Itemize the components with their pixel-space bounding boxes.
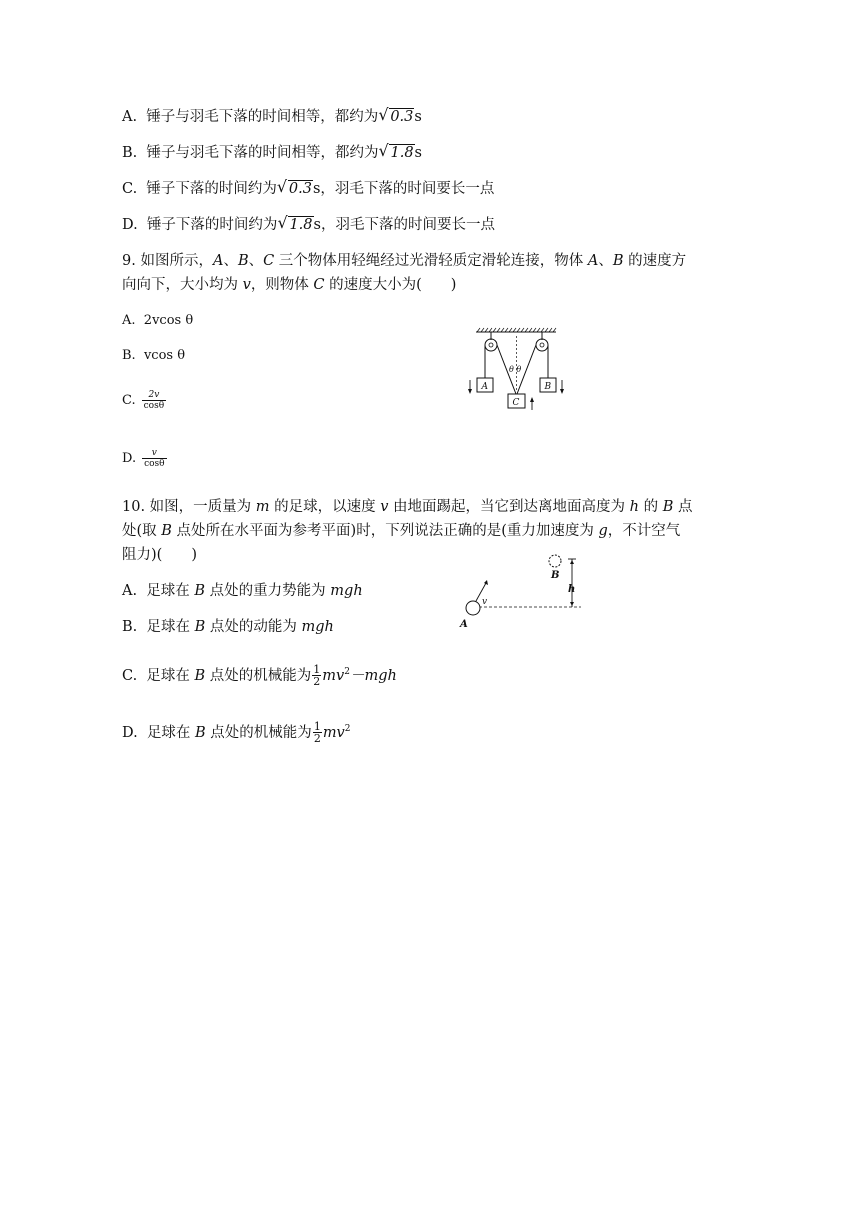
right-pulley <box>536 339 548 351</box>
numerator: 2v <box>142 390 167 401</box>
sqrt-expr <box>378 107 414 127</box>
option-text: 点处的机械能为 <box>205 724 312 741</box>
q8-option-a <box>122 107 422 127</box>
sqrt-expr <box>277 179 313 199</box>
option-text: 点处的动能为 <box>205 619 302 635</box>
stem-text: 阻力)( ) <box>122 547 197 563</box>
q9-option-c <box>122 390 166 411</box>
numerator: v <box>142 448 167 459</box>
option-label: B. <box>122 348 136 363</box>
var-b: B <box>612 253 624 269</box>
ball-at-a <box>466 601 480 615</box>
var-v: v <box>380 499 389 515</box>
q10-option-d <box>122 719 351 744</box>
fraction <box>142 390 167 411</box>
sqrt-expr <box>378 143 414 163</box>
denominator: cosθ <box>144 459 165 469</box>
option-text: 足球在 <box>146 724 196 741</box>
option-text-tail: s，羽毛下落的时间要长一点 <box>313 217 495 233</box>
option-text: 点处的机械能为 <box>205 667 312 684</box>
var-m: m <box>255 499 270 515</box>
radicand: 1.8 <box>289 217 313 233</box>
stem-text: 、 <box>223 253 238 269</box>
var-h: h <box>629 499 640 515</box>
expr: mgh <box>301 619 334 635</box>
point-a-label: A <box>460 619 468 630</box>
var-c: C <box>313 277 325 293</box>
q10-stem-line2 <box>122 521 680 541</box>
q10-option-b <box>122 617 334 637</box>
q9-option-a <box>122 311 193 331</box>
box-c-label: C <box>512 398 520 408</box>
stem-text: 三个物体用轻绳经过光滑轻质定滑轮连接，物体 <box>274 253 588 269</box>
stem-text: 10. 如图，一质量为 <box>122 499 256 515</box>
q8-option-d <box>122 215 495 235</box>
exponent: 2 <box>344 724 351 734</box>
stem-text: 由地面踢起，当它到达离地面高度为 <box>388 499 630 515</box>
option-label: D. <box>122 451 137 466</box>
stem-text: 点 <box>673 499 693 515</box>
option-text-tail: s <box>414 109 422 125</box>
stem-text: 向向下，大小均为 <box>122 277 243 293</box>
option-text: 锤子与羽毛下落的时间相等，都约为 <box>146 145 379 161</box>
var-b: B <box>194 667 206 684</box>
expr: －mgh <box>349 667 397 684</box>
radicand: 0.3 <box>390 109 414 125</box>
stem-text: 的速度大小为( ) <box>324 277 457 293</box>
expr: mgh <box>330 583 363 599</box>
option-label: A. <box>122 583 138 599</box>
stem-text: 的 <box>639 499 663 515</box>
sqrt-expr <box>277 215 313 235</box>
option-text: 足球在 <box>146 619 195 635</box>
option-label: B. <box>122 619 138 635</box>
stem-text: 9. 如图所示， <box>122 253 213 269</box>
expr: mv <box>322 724 345 741</box>
denominator: 2 <box>313 732 321 746</box>
var-b: B <box>237 253 249 269</box>
option-text: 锤子下落的时间约为 <box>146 217 278 233</box>
q10-option-c <box>122 662 397 687</box>
option-text: 点处的重力势能为 <box>205 583 331 599</box>
var-a: A <box>212 253 224 269</box>
stem-text: ，则物体 <box>250 277 314 293</box>
radicand: 1.8 <box>390 145 414 161</box>
stem-text: 点处所在水平面为参考平面)时，下列说法正确的是(重力加速度为 <box>171 523 599 539</box>
var-b: B <box>194 619 206 635</box>
var-b: B <box>662 499 674 515</box>
q10-stem-line1 <box>122 497 693 517</box>
option-label: C. <box>122 667 138 684</box>
option-text: 锤子下落的时间约为 <box>146 181 277 197</box>
velocity-label: v <box>482 597 488 607</box>
var-b: B <box>195 724 206 741</box>
pulley-diagram <box>462 322 568 414</box>
box-a-label: A <box>481 382 488 392</box>
option-text: 2vcos θ <box>143 313 194 328</box>
q9-stem-line1 <box>122 251 686 271</box>
numerator: 1 <box>313 720 321 734</box>
var-c: C <box>263 253 275 269</box>
option-label: B. <box>122 145 138 161</box>
fraction <box>313 721 322 744</box>
var-b: B <box>194 583 206 599</box>
var-v: v <box>242 277 251 293</box>
option-text: 足球在 <box>146 583 195 599</box>
option-text-tail: s，羽毛下落的时间要长一点 <box>312 181 495 197</box>
q9-option-d <box>122 448 167 469</box>
stem-text: 、 <box>248 253 264 269</box>
option-text: 锤子与羽毛下落的时间相等，都约为 <box>146 109 379 125</box>
option-text: 足球在 <box>146 667 195 684</box>
var-b: B <box>161 523 172 539</box>
fraction <box>142 448 167 469</box>
q9-stem-line2 <box>122 275 456 295</box>
stem-text: 的足球，以速度 <box>269 499 381 515</box>
stem-text: 处(取 <box>122 523 162 539</box>
denominator: 2 <box>313 675 321 689</box>
box-b-label: B <box>544 382 552 392</box>
q9-option-b <box>122 346 185 366</box>
q10-stem-line3 <box>122 545 197 565</box>
option-label: D. <box>122 217 138 233</box>
stem-text: 、 <box>598 253 613 269</box>
option-text: vcos θ <box>143 348 186 363</box>
point-b-label: B <box>551 570 560 581</box>
q10-option-a <box>122 581 363 601</box>
var-a: A <box>587 253 599 269</box>
football-diagram <box>455 550 585 630</box>
ceiling-hatch <box>477 328 556 332</box>
denominator: cosθ <box>143 401 165 411</box>
left-pulley <box>485 339 497 351</box>
option-label: C. <box>122 393 136 408</box>
option-label: D. <box>122 724 138 741</box>
ball-at-b <box>549 555 561 567</box>
option-text-tail: s <box>414 145 422 161</box>
height-label: h <box>568 584 576 595</box>
angle-label: θ θ <box>509 365 522 374</box>
option-label: A. <box>122 109 138 125</box>
exponent: 2 <box>344 667 350 677</box>
q8-option-c <box>122 179 494 199</box>
numerator: 1 <box>313 663 321 677</box>
option-label: C. <box>122 181 138 197</box>
stem-text: ，不计空气 <box>607 523 681 539</box>
option-label: A. <box>122 313 136 328</box>
var-g: g <box>598 523 608 539</box>
q8-option-b <box>122 143 422 163</box>
expr: mv <box>322 667 345 684</box>
radicand: 0.3 <box>288 181 312 197</box>
fraction <box>312 664 321 687</box>
stem-text: 的速度方 <box>623 253 687 269</box>
